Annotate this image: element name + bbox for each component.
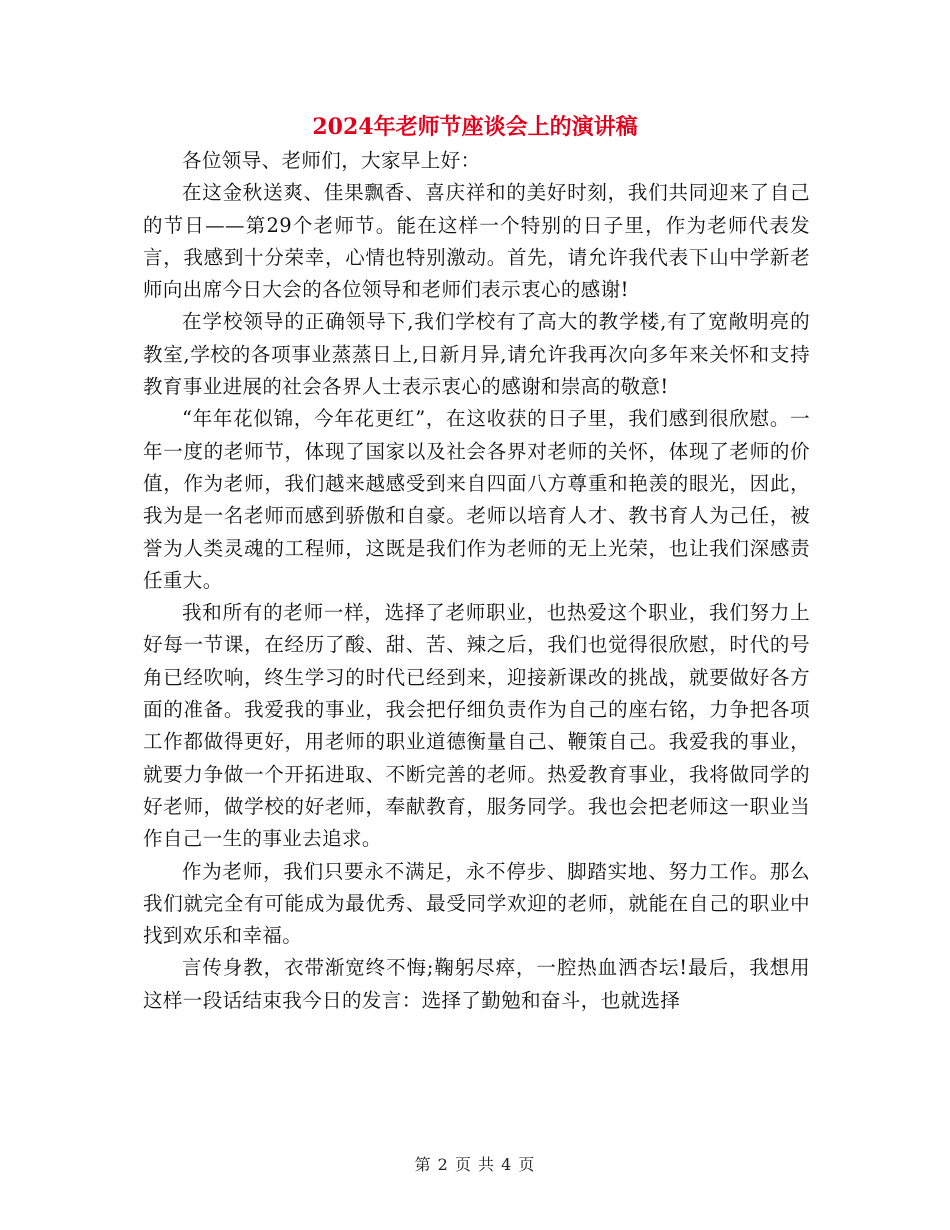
page-title: 2024年老师节座谈会上的演讲稿 xyxy=(312,114,638,140)
paragraph: 在学校领导的正确领导下,我们学校有了高大的教学楼,有了宽敞明亮的教室,学校的各项事业蒸蒸日上,日新月异,请允许我再次向多年来关怀和支持教育事业进展的社会各界人士表示衷心的感谢和崇高的敬意! xyxy=(143,310,810,399)
paragraph: 我和所有的老师一样，选择了老师职业，也热爱这个职业，我们努力上好每一节课，在经历了酸、甜、苦、辣之后，我们也觉得很欣慰，时代的号角已经吹响，终生学习的时代已经到来，迎接新课改的挑战，就要做好各方面的准备。我爱我的事业，我会把仔细负责作为自己的座右铭，力争把各项工作都做得更好，用老师的职业道德衡量自己、鞭策自己。我爱我的事业，就要力争做一个开拓进取、不断完善的老师。热爱教育事业，我将做同学的好老师，做学校的好老师，奉献教育，服务同学。我也会把老师这一职业当作自己一生的事业去追求。 xyxy=(143,601,810,851)
paragraph: 言传身教，衣带渐宽终不悔;鞠躬尽瘁，一腔热血洒杏坛!最后，我想用这样一段话结束我今日的发言：选择了勤勉和奋斗，也就选择 xyxy=(143,956,810,1012)
paragraph: 作为老师，我们只要永不满足，永不停步、脚踏实地、努力工作。那么我们就完全有可能成为最优秀、最受同学欢迎的老师，就能在自己的职业中找到欢乐和幸福。 xyxy=(143,859,810,948)
paragraph: 在这金秋送爽、佳果飘香、喜庆祥和的美好时刻，我们共同迎来了自己的节日——第29个老师节。能在这样一个特别的日子里，作为老师代表发言，我感到十分荣幸，心情也特别激动。首先，请允许我代表下山中学新老师向出席今日大会的各位领导和老师们表示衷心的感谢! xyxy=(143,181,810,302)
paragraph-greeting: 各位领导、老师们，大家早上好： xyxy=(182,149,481,172)
paragraph: “年年花似锦，今年花更红”，在这收获的日子里，我们感到很欣慰。一年一度的老师节，体现了国家以及社会各界对老师的关怀，体现了老师的价值，作为老师，我们越来越感受到来自四面八方尊重和艳羡的眼光，因此，我为是一名老师而感到骄傲和自豪。老师以培育人才、教书育人为己任，被誉为人类灵魂的工程师，这既是我们作为老师的无上光荣，也让我们深感责任重大。 xyxy=(143,407,810,592)
document-body xyxy=(143,145,810,1017)
page-number-footer: 第 2 页 共 4 页 xyxy=(414,1155,536,1174)
